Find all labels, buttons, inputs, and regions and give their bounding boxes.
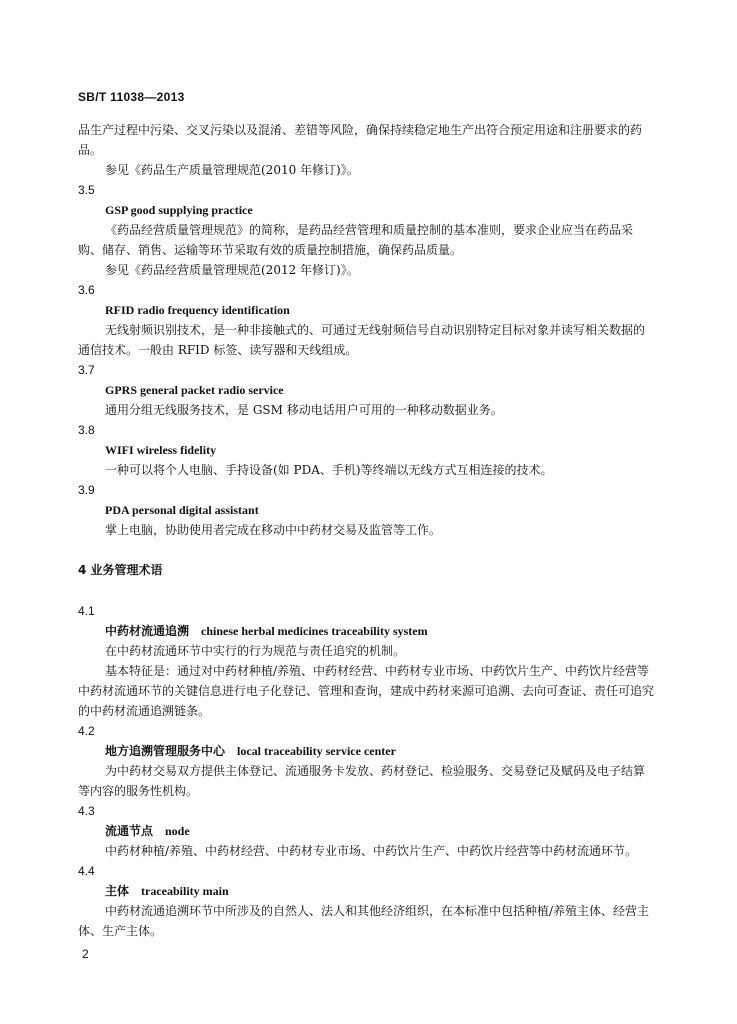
term-3-7	[78, 360, 656, 420]
term-3-9	[78, 480, 656, 540]
term-definition: 在中药材流通环节中实行的行为规范与责任追究的机制。	[105, 644, 406, 658]
term-title: GSP good supplying practice	[105, 203, 253, 217]
term-definition: 掌上电脑，协助使用者完成在移动中中药材交易及监管等工作。	[105, 523, 442, 537]
document-body	[78, 120, 656, 941]
term-number: 4.2	[78, 724, 95, 738]
term-number: 3.6	[78, 283, 95, 297]
term-title: PDA personal digital assistant	[105, 503, 259, 517]
term-title: 流通节点 node	[105, 824, 190, 838]
term-characteristics: 基本特征是：通过对中药材种植/养殖、中药材经营、中药材专业市场、中药饮片生产、中药饮片经营等中药材流通环节的关键信息进行电子化登记、管理和查询，建成中药材来源可追溯、去向可查证、责任可追究的中药材流通追溯链条。	[78, 664, 655, 718]
term-number: 4.3	[78, 804, 95, 818]
term-definition: 《药品经营质量管理规范》的简称，是药品经营管理和质量控制的基本准则，要求企业应当在药品采购、储存、销售、运输等环节采取有效的质量控制措施，确保药品质量。	[78, 223, 634, 257]
term-definition: 中药材流通追溯环节中所涉及的自然人、法人和其他经济组织，在本标准中包括种植/养殖主体、经营主体、生产主体。	[78, 904, 650, 938]
term-definition: 无线射频识别技术，是一种非接触式的、可通过无线射频信号自动识别特定目标对象并读写相关数据的通信技术。一般由 RFID 标签、读写器和天线组成。	[78, 323, 646, 357]
term-number: 3.5	[78, 183, 95, 197]
term-number: 3.7	[78, 363, 95, 377]
standard-code-header: SB/T 11038—2013	[78, 90, 185, 104]
term-3-6	[78, 280, 656, 360]
term-title: RFID radio frequency identification	[105, 303, 290, 317]
term-4-1	[78, 601, 656, 721]
term-definition: 通用分组无线服务技术，是 GSM 移动电话用户可用的一种移动数据业务。	[105, 403, 503, 417]
term-number: 4.1	[78, 604, 95, 618]
term-number: 3.9	[78, 483, 95, 497]
term-title: 主体 traceability main	[105, 884, 229, 898]
term-number: 3.8	[78, 423, 95, 437]
term-title: 中药材流通追溯 chinese herbal medicines traceability system	[105, 624, 428, 638]
continuation-reference: 参见《药品生产质量管理规范(2010 年修订)》。	[105, 163, 359, 177]
term-title: GPRS general packet radio service	[105, 383, 284, 397]
term-4-3	[78, 801, 656, 861]
term-definition: 一种可以将个人电脑、手持设备(如 PDA、手机)等终端以无线方式互相连接的技术。	[105, 463, 553, 477]
term-reference: 参见《药品经营质量管理规范(2012 年修订)》。	[105, 263, 359, 277]
term-definition: 为中药材交易双方提供主体登记、流通服务卡发放、药材登记、检验服务、交易登记及赋码及电子结算等内容的服务性机构。	[78, 764, 646, 798]
term-3-8	[78, 420, 656, 480]
term-title: 地方追溯管理服务中心 local traceability service center	[105, 744, 396, 758]
continuation-paragraph: 品生产过程中污染、交叉污染以及混淆、差错等风险，确保持续稳定地生产出符合预定用途和注册要求的药品。	[78, 123, 643, 157]
term-title: WIFI wireless fidelity	[105, 443, 217, 457]
term-4-2	[78, 721, 656, 801]
term-3-5	[78, 180, 656, 280]
section-4-title: 4 业务管理术语	[78, 563, 163, 577]
page-number: 2	[82, 947, 89, 961]
term-definition: 中药材种植/养殖、中药材经营、中药材专业市场、中药饮片生产、中药饮片经营等中药材流通环节。	[105, 844, 638, 858]
term-4-4	[78, 861, 656, 941]
term-number: 4.4	[78, 864, 95, 878]
